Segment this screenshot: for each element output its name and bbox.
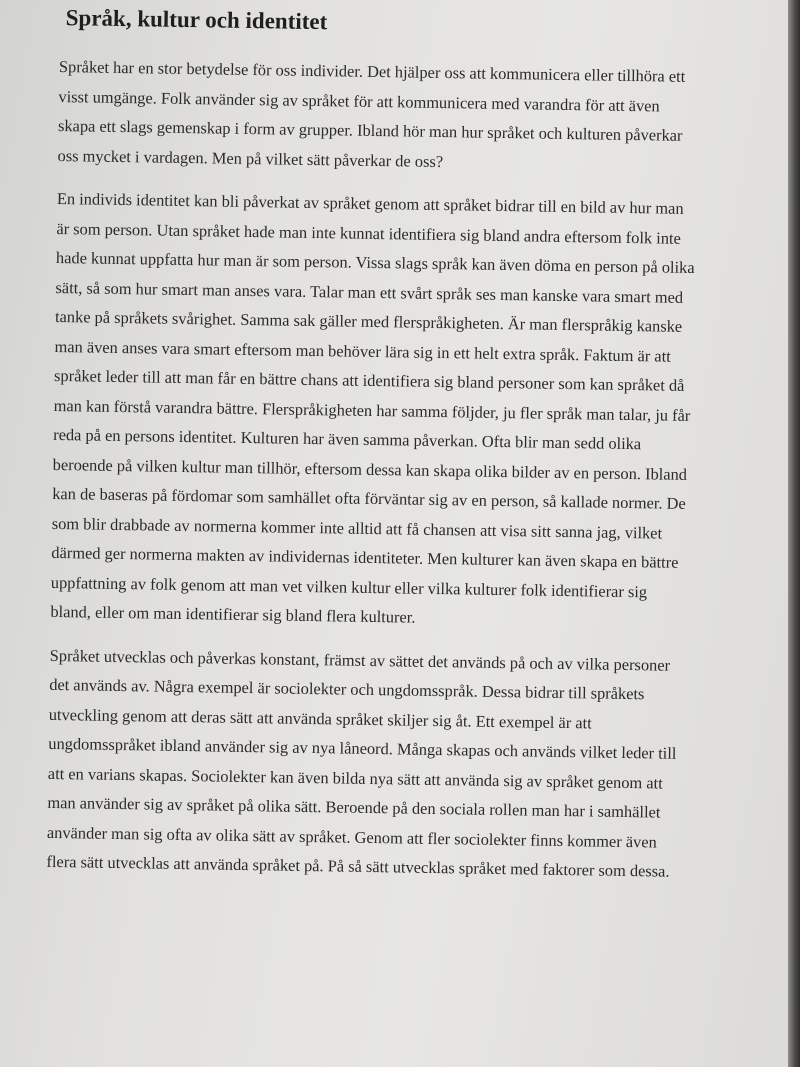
paragraph-identity: En individs identitet kan bli påverkat av språket genom att språket bidrar till en bild av hur man är som person. Utan språket hade man inte kunnat identifiera sig bland andra eftersom folk inte hade kunnat uppfatta hur man är som person. Vissa slags språk kan även döma en person på olika sätt, så som hur smart man anses vara. Talar man ett svårt språk ses man kanske vara smart med tanke på språkets svårighet. Samma sak gäller med flerspråkigheten. Är man flerspråkig kanske man även anses vara smart eftersom man behöver lära sig in ett helt extra språk. Faktum är att språket leder till att man får en bättre chans att identifiera sig bland personer som kan språket då man kan förstå varandra bättre. Flerspråkigheten har samma följder, ju fler språk man talar, ju får reda på en persons identitet. Kulturen har även samma påverkan. Ofta blir man sedd olika beroende på vilken kultur man tillhör, eftersom dessa kan skapa olika bilder av en person. Ibland kan de baseras på fördomar som samhället ofta förväntar sig av en person, så kallade normer. De som blir drabbade av normerna kommer inte alltid att få chansen att visa sitt sanna jag, vilket därmed ger normerna makten av individernas identiteter. Men kulturer kan även skapa en bättre uppfattning av folk genom att man vet vilken kultur eller vilka kulturer folk identifierar sig bland, eller om man identifierar sig bland flera kulturer. <box>50 189 695 627</box>
paragraph-intro: Språket har en stor betydelse för oss individer. Det hjälper oss att kommunicera eller tillhöra ett visst umgänge. Folk använder sig av språket för att kommunicera med varandra för att även skapa ett slags gemenskap i form av grupper. Ibland hör man hur språket och kulturen påverkar oss mycket i vardagen. Men på vilket sätt påverkar de oss? <box>57 57 686 171</box>
document-body <box>46 2 700 901</box>
paper-edge-shadow <box>788 0 800 1067</box>
paragraph-development: Språket utvecklas och påverkas konstant, främst av sättet det används på och av vilka personer det används av. Några exempel är sociolekter och ungdomsspråk. Dessa bidrar till språkets utveckling genom att deras sätt att använda språket skiljer sig åt. Ett exempel är att ungdomsspråket ibland använder sig av nya låneord. Många skapas och används vilket leder till att en varians skapas. Sociolekter kan även bilda nya sätt att använda sig av språket genom att man använder sig av språket på olika sätt. Beroende på den sociala rollen man har i samhället använder man sig ofta av olika sätt av språket. Genom att fler sociolekter finns kommer även flera sätt utvecklas att använda språket på. På så sätt utvecklas språket med faktorer som dessa. <box>46 645 677 881</box>
document-title: Språk, kultur och identitet <box>65 5 328 35</box>
